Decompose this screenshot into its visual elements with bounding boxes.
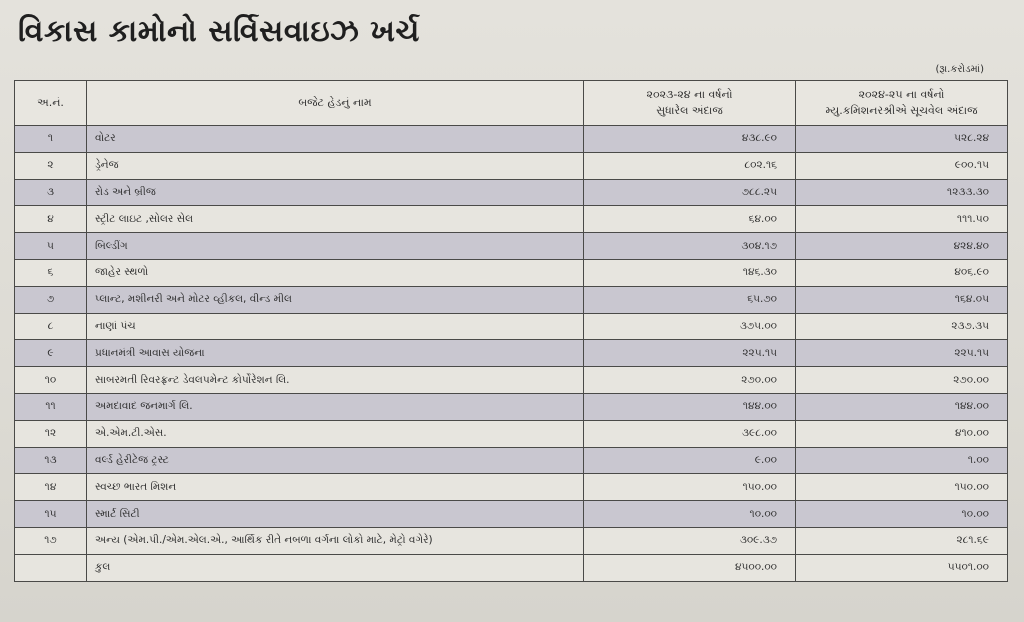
cell-proposed-estimate: ૧૪૪.૦૦ [796, 393, 1008, 420]
table-row [15, 286, 1008, 313]
cell-budget-head: રોડ અને બ્રીજ [87, 179, 584, 206]
cell-proposed-estimate: ૧૧૧.૫૦ [796, 206, 1008, 233]
cell-serial [15, 554, 87, 581]
table-row [15, 340, 1008, 367]
cell-proposed-estimate: ૧૫૦.૦૦ [796, 474, 1008, 501]
cell-serial: ૫ [15, 233, 87, 260]
cell-proposed-estimate: ૨૭૦.૦૦ [796, 367, 1008, 394]
cell-proposed-estimate: ૫૨૮.૨૪ [796, 126, 1008, 153]
table-row [15, 259, 1008, 286]
cell-proposed-estimate: ૪૧૦.૦૦ [796, 420, 1008, 447]
cell-serial: ૪ [15, 206, 87, 233]
cell-budget-head: અન્ય (એમ.પી./એમ.એલ.એ., આર્થિક રીતે નબળા વર્ગના લોકો માટે, મેટ્રો વગેરે) [87, 527, 584, 554]
cell-serial: ૧૦ [15, 367, 87, 394]
cell-proposed-estimate: ૯૦૦.૧૫ [796, 152, 1008, 179]
header-revised-estimate-line2: સુધારેલ અંદાજ [656, 104, 723, 117]
cell-serial: ૧૭ [15, 527, 87, 554]
cell-revised-estimate: ૨૨૫.૧૫ [584, 340, 796, 367]
header-serial: અ.નં. [15, 81, 87, 126]
cell-serial: ૭ [15, 286, 87, 313]
table-row [15, 179, 1008, 206]
header-budget-head: બજેટ હેડનું નામ [87, 81, 584, 126]
cell-serial: ૯ [15, 340, 87, 367]
cell-budget-head: પ્લાન્ટ, મશીનરી અને મોટર વ્હીકલ, વીન્ડ મીલ [87, 286, 584, 313]
cell-budget-head: સાબરમતી રિવરફ્રન્ટ ડેવલપમેન્ટ કોર્પોરેશન લિ. [87, 367, 584, 394]
cell-budget-head: બિલ્ડીંગ [87, 233, 584, 260]
cell-revised-estimate: ૧૪૬.૩૦ [584, 259, 796, 286]
cell-revised-estimate: ૩૦૯.૩૭ [584, 527, 796, 554]
header-proposed-estimate-line1: ૨૦૨૪-૨૫ ના વર્ષનો [858, 88, 945, 101]
table-row [15, 393, 1008, 420]
cell-budget-head: પ્રધાનમંત્રી આવાસ યોજના [87, 340, 584, 367]
cell-revised-estimate: ૨૭૦.૦૦ [584, 367, 796, 394]
cell-proposed-estimate: ૧૨૩૩.૩૦ [796, 179, 1008, 206]
cell-revised-estimate: ૩૯૮.૦૦ [584, 420, 796, 447]
cell-budget-head: સ્વચ્છ ભારત મિશન [87, 474, 584, 501]
cell-serial: ૨ [15, 152, 87, 179]
budget-table [14, 80, 1008, 582]
cell-serial: ૬ [15, 259, 87, 286]
cell-budget-head: સ્ટ્રીટ લાઇટ ,સોલર સેલ [87, 206, 584, 233]
cell-budget-head: એ.એમ.ટી.એસ. [87, 420, 584, 447]
cell-budget-head: ડ્રેનેજ [87, 152, 584, 179]
page-title: વિકાસ કામોનો સર્વિસવાઇઝ ખર્ચ [18, 14, 420, 49]
header-proposed-estimate [796, 81, 1008, 126]
table-row [15, 233, 1008, 260]
table-row [15, 447, 1008, 474]
cell-budget-head: અમદાવાદ જનમાર્ગ લિ. [87, 393, 584, 420]
header-revised-estimate [584, 81, 796, 126]
cell-serial: ૮ [15, 313, 87, 340]
cell-revised-estimate: ૪૩૮.૯૦ [584, 126, 796, 153]
table-row [15, 313, 1008, 340]
cell-proposed-estimate: ૨૨૫.૧૫ [796, 340, 1008, 367]
cell-proposed-estimate: ૧૬૪.૦૫ [796, 286, 1008, 313]
cell-revised-estimate: ૮૦૨.૧૬ [584, 152, 796, 179]
cell-proposed-estimate: ૫૫૦૧.૦૦ [796, 554, 1008, 581]
cell-proposed-estimate: ૪૨૪.૪૦ [796, 233, 1008, 260]
cell-revised-estimate: ૬૫.૭૦ [584, 286, 796, 313]
cell-proposed-estimate: ૧૦.૦૦ [796, 501, 1008, 528]
table-row [15, 420, 1008, 447]
table-row [15, 126, 1008, 153]
table-header-row [15, 81, 1008, 126]
cell-revised-estimate: ૧૦.૦૦ [584, 501, 796, 528]
header-revised-estimate-line1: ૨૦૨૩-૨૪ ના વર્ષનો [646, 88, 733, 101]
cell-revised-estimate: ૪૫૦૦.૦૦ [584, 554, 796, 581]
table-row [15, 152, 1008, 179]
table-row [15, 474, 1008, 501]
cell-revised-estimate: ૭૮૮.૨૫ [584, 179, 796, 206]
table-total-row [15, 554, 1008, 581]
cell-budget-head: કુલ [87, 554, 584, 581]
cell-budget-head: જાહેર સ્થળો [87, 259, 584, 286]
cell-serial: ૧૨ [15, 420, 87, 447]
cell-budget-head: નાણાં પંચ [87, 313, 584, 340]
unit-note: (રૂા.કરોડમાં) [935, 64, 984, 75]
table-row [15, 527, 1008, 554]
cell-revised-estimate: ૧૪૪.૦૦ [584, 393, 796, 420]
cell-proposed-estimate: ૧.૦૦ [796, 447, 1008, 474]
cell-serial: ૧૧ [15, 393, 87, 420]
cell-serial: ૧૫ [15, 501, 87, 528]
table-row [15, 367, 1008, 394]
cell-budget-head: સ્માર્ટ સિટી [87, 501, 584, 528]
cell-revised-estimate: ૬૪.૦૦ [584, 206, 796, 233]
cell-budget-head: વોટર [87, 126, 584, 153]
table-body [15, 126, 1008, 582]
header-proposed-estimate-line2: મ્યુ.કમિશનરશ્રીએ સૂચવેલ અંદાજ [825, 104, 978, 117]
cell-revised-estimate: ૩૦૪.૧૭ [584, 233, 796, 260]
table-row [15, 501, 1008, 528]
cell-proposed-estimate: ૪૦૬.૯૦ [796, 259, 1008, 286]
cell-revised-estimate: ૩૭૫.૦૦ [584, 313, 796, 340]
cell-proposed-estimate: ૨૮૧.૬૯ [796, 527, 1008, 554]
cell-serial: ૧૪ [15, 474, 87, 501]
cell-proposed-estimate: ૨૩૭.૩૫ [796, 313, 1008, 340]
cell-revised-estimate: ૯.૦૦ [584, 447, 796, 474]
cell-serial: ૧૩ [15, 447, 87, 474]
table-row [15, 206, 1008, 233]
cell-budget-head: વર્લ્ડ હેરીટેજ ટ્રસ્ટ [87, 447, 584, 474]
cell-serial: ૧ [15, 126, 87, 153]
cell-revised-estimate: ૧૫૦.૦૦ [584, 474, 796, 501]
cell-serial: ૩ [15, 179, 87, 206]
